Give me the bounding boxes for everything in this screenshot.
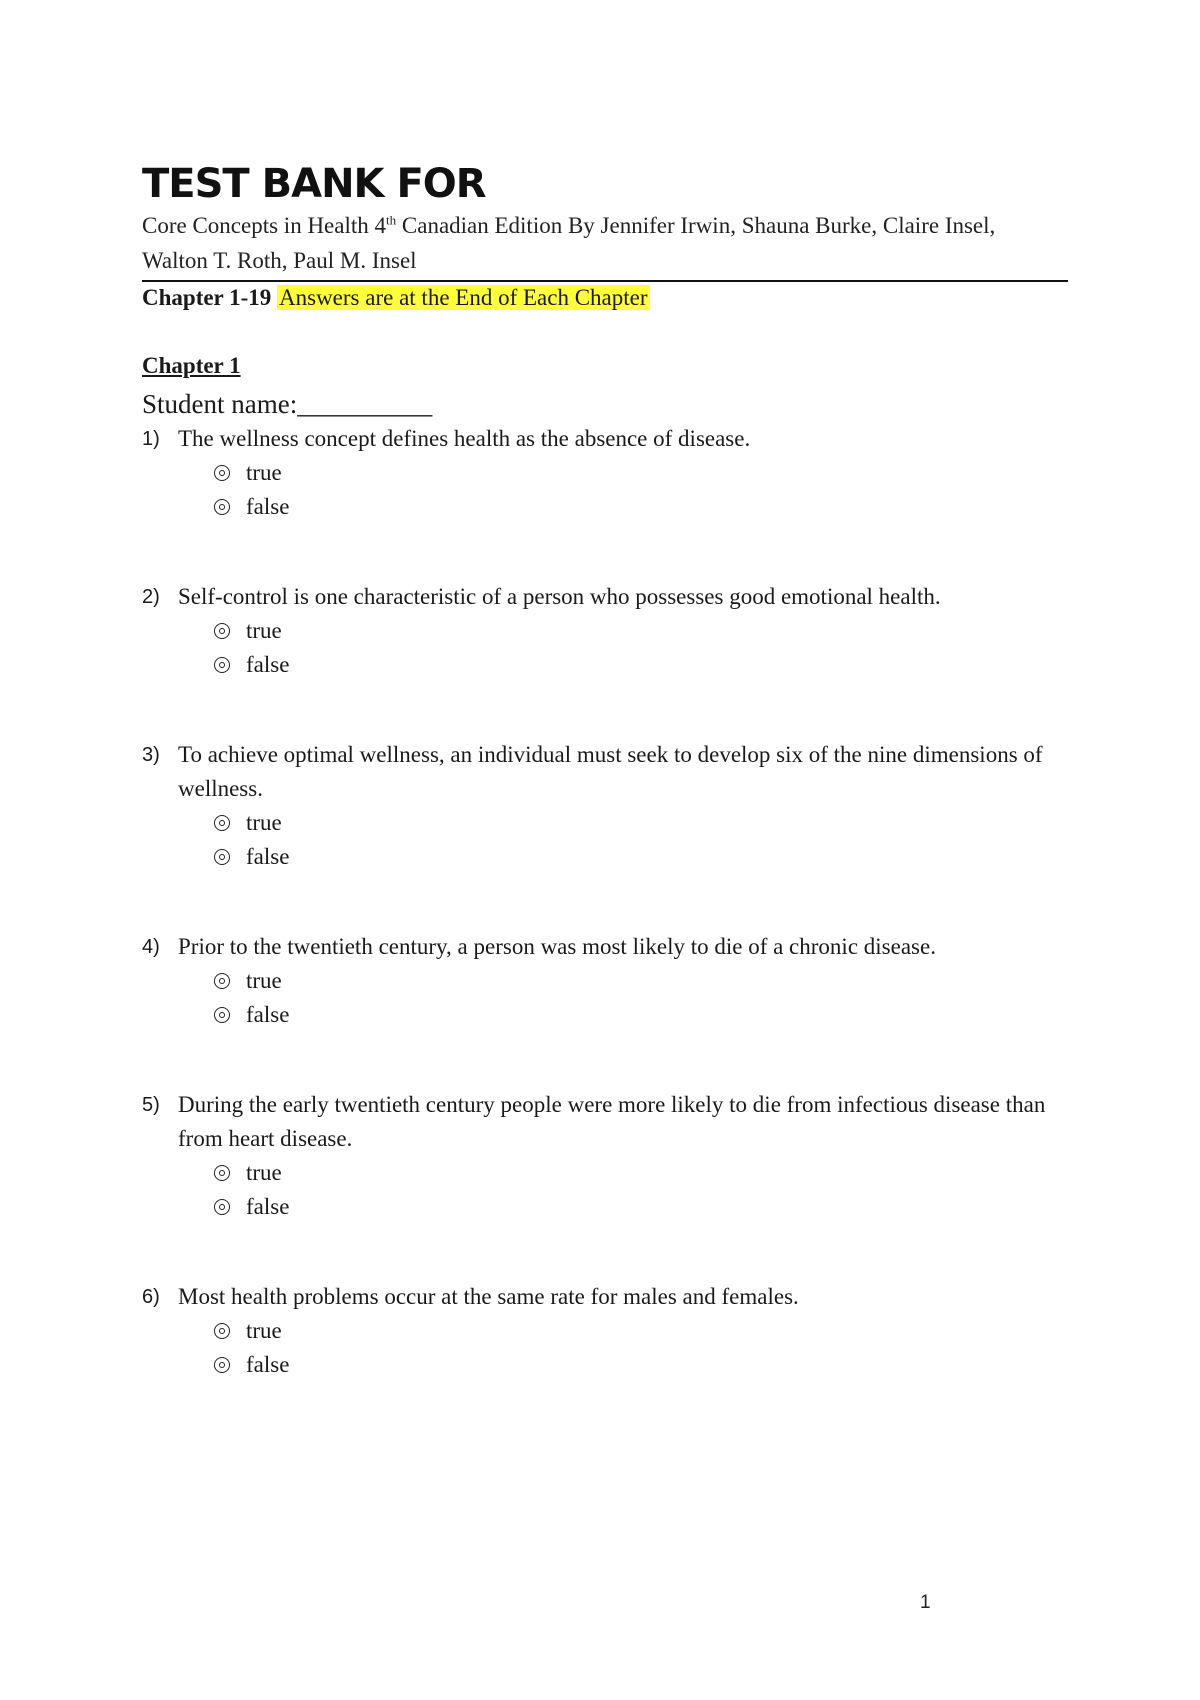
option-false[interactable] <box>214 490 1068 524</box>
chapter-range-line <box>142 282 1068 314</box>
radio-icon[interactable] <box>214 657 230 673</box>
question-row <box>142 930 1068 964</box>
answer-options <box>142 456 1068 524</box>
question-item <box>142 580 1068 682</box>
question-item <box>142 1280 1068 1382</box>
radio-icon[interactable] <box>214 849 230 865</box>
question-item <box>142 422 1068 524</box>
option-false[interactable] <box>214 1348 1068 1382</box>
radio-icon[interactable] <box>214 623 230 639</box>
book-subtitle <box>142 208 1068 243</box>
answer-options <box>142 1156 1068 1224</box>
chapter-heading: Chapter 1 <box>142 353 241 378</box>
radio-icon[interactable] <box>214 1357 230 1373</box>
chapter-range: Chapter 1-19 <box>142 285 272 310</box>
question-number: 5) <box>142 1094 160 1116</box>
question-text: The wellness concept defines health as the absence of disease. <box>178 426 751 451</box>
question-text: Most health problems occur at the same rate for males and females. <box>178 1284 799 1309</box>
question-row <box>142 580 1068 614</box>
option-label: false <box>246 652 290 677</box>
question-number: 1) <box>142 428 160 450</box>
document-title: TEST BANK FOR <box>142 161 486 207</box>
document-page <box>142 160 1068 1382</box>
radio-icon[interactable] <box>214 1165 230 1181</box>
student-name-field: Student name:__________ <box>142 389 433 419</box>
answer-options <box>142 806 1068 874</box>
radio-icon[interactable] <box>214 1199 230 1215</box>
radio-icon[interactable] <box>214 1323 230 1339</box>
subtitle-superscript: th <box>386 212 397 228</box>
option-label: true <box>246 810 282 835</box>
option-true[interactable] <box>214 1314 1068 1348</box>
question-row <box>142 738 1068 806</box>
option-label: false <box>246 1002 290 1027</box>
question-item <box>142 1088 1068 1224</box>
option-false[interactable] <box>214 840 1068 874</box>
answer-options <box>142 1314 1068 1382</box>
option-label: false <box>246 1194 290 1219</box>
option-false[interactable] <box>214 1190 1068 1224</box>
option-true[interactable] <box>214 456 1068 490</box>
radio-icon[interactable] <box>214 1007 230 1023</box>
option-true[interactable] <box>214 964 1068 998</box>
radio-icon[interactable] <box>214 465 230 481</box>
book-authors-line: Walton T. Roth, Paul M. Insel <box>142 248 417 273</box>
option-false[interactable] <box>214 648 1068 682</box>
question-row <box>142 1280 1068 1314</box>
subtitle-text-1: Core Concepts in Health 4 <box>142 213 387 238</box>
answer-options <box>142 964 1068 1032</box>
option-label: false <box>246 494 290 519</box>
question-row <box>142 1088 1068 1156</box>
question-text: To achieve optimal wellness, an individual must seek to develop six of the nine dimensions of wellness. <box>178 742 1043 801</box>
answers-note-highlight: Answers are at the End of Each Chapter <box>279 285 648 310</box>
option-label: true <box>246 968 282 993</box>
option-label: true <box>246 460 282 485</box>
option-label: true <box>246 1160 282 1185</box>
question-number: 2) <box>142 586 160 608</box>
question-row <box>142 422 1068 456</box>
option-label: true <box>246 618 282 643</box>
question-number: 4) <box>142 936 160 958</box>
answer-options <box>142 614 1068 682</box>
option-true[interactable] <box>214 1156 1068 1190</box>
radio-icon[interactable] <box>214 499 230 515</box>
question-text: Prior to the twentieth century, a person was most likely to die of a chronic disease. <box>178 934 936 959</box>
question-number: 3) <box>142 744 160 766</box>
option-true[interactable] <box>214 614 1068 648</box>
question-text: Self-control is one characteristic of a person who possesses good emotional health. <box>178 584 941 609</box>
option-false[interactable] <box>214 998 1068 1032</box>
question-list <box>142 422 1068 1382</box>
option-label: false <box>246 844 290 869</box>
radio-icon[interactable] <box>214 973 230 989</box>
question-item <box>142 738 1068 874</box>
option-label: false <box>246 1352 290 1377</box>
option-true[interactable] <box>214 806 1068 840</box>
radio-icon[interactable] <box>214 815 230 831</box>
question-text: During the early twentieth century people were more likely to die from infectious disease than from heart disease. <box>178 1092 1046 1151</box>
option-label: true <box>246 1318 282 1343</box>
subtitle-text-2: Canadian Edition By Jennifer Irwin, Shauna Burke, Claire Insel, <box>396 213 996 238</box>
question-item <box>142 930 1068 1032</box>
question-number: 6) <box>142 1286 160 1308</box>
page-number: 1 <box>920 1592 931 1613</box>
